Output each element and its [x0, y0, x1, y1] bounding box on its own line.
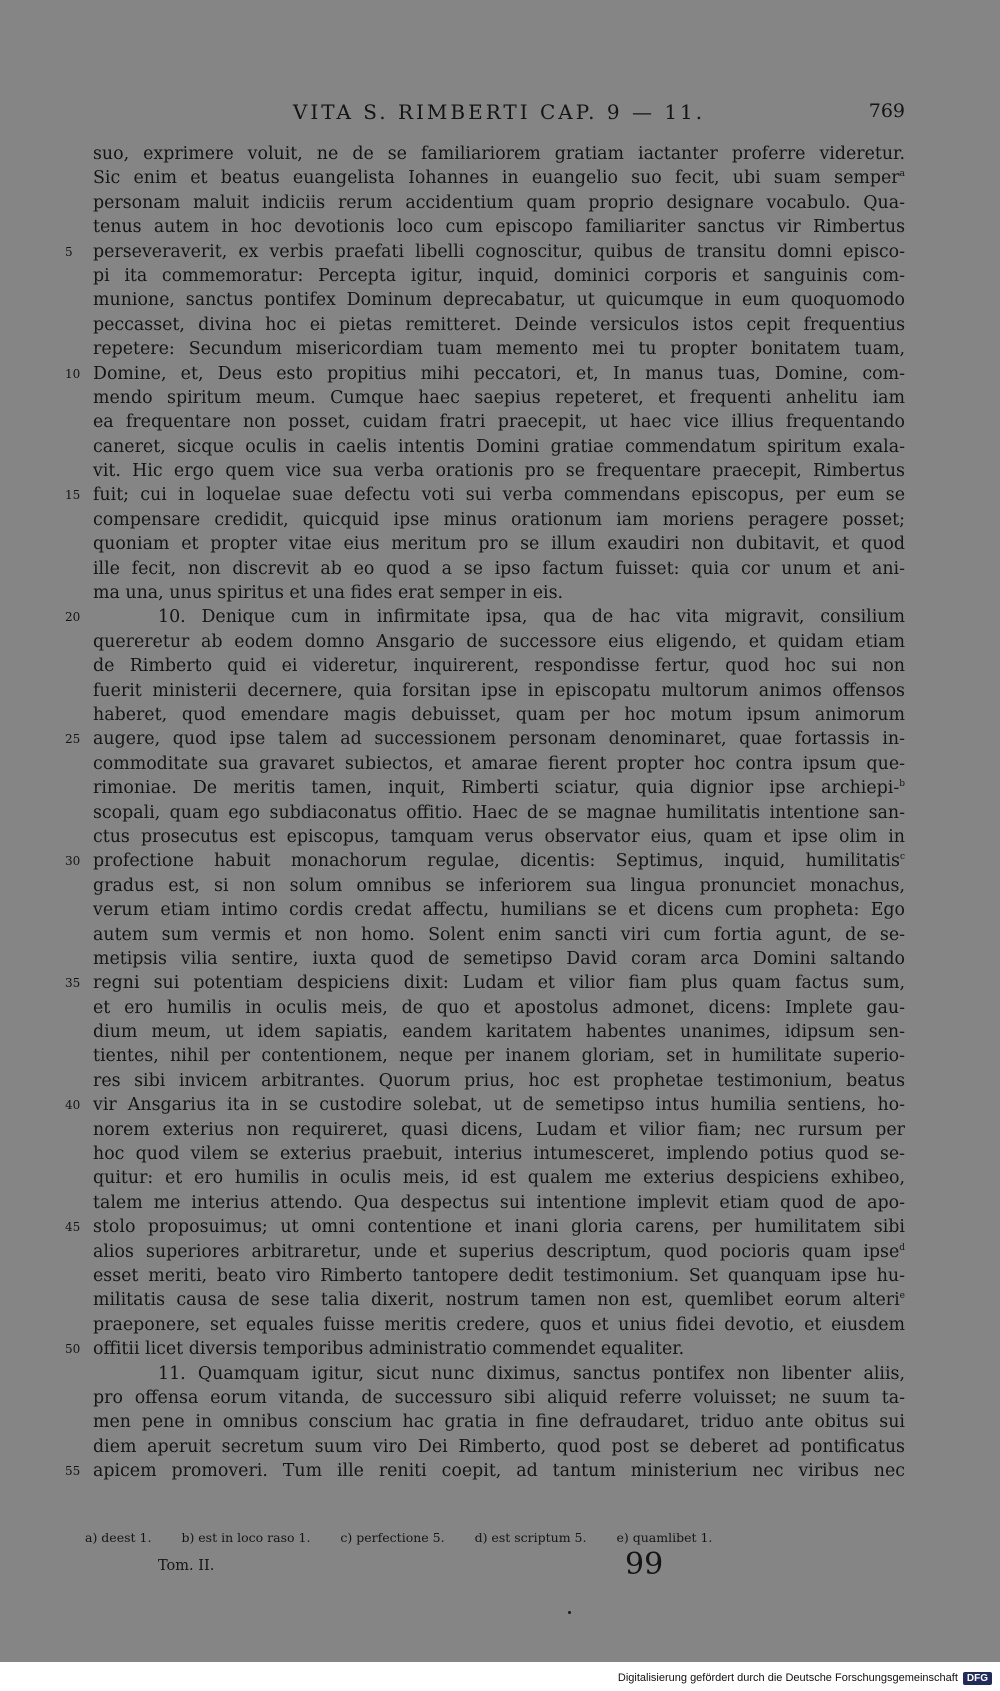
- line-number: 40: [65, 1098, 81, 1113]
- text-line: [93, 386, 905, 410]
- text-line: [93, 703, 905, 727]
- text-line: [93, 1166, 905, 1190]
- line-number: 45: [65, 1220, 81, 1235]
- line-number: 20: [65, 610, 81, 625]
- text-line: [65, 605, 905, 629]
- line-text: metipsis vilia sentire, iuxta quod de semetipso David coram arca Domini saltando: [93, 948, 905, 969]
- text-line: [93, 898, 905, 922]
- text-line: [93, 630, 905, 654]
- line-text: ille fecit, non discrevit ab eo quod a se ipso factum fuisset: quia cor unum et ani-: [93, 558, 905, 579]
- footnote: b) est in loco raso 1.: [181, 1530, 311, 1545]
- text-line: [93, 874, 905, 898]
- text-line: [93, 1313, 905, 1337]
- line-text: dium meum, ut idem sapiatis, eandem karitatem habentes unanimes, idipsum sen-: [93, 1022, 905, 1043]
- line-text: commoditate sua gravaret subiectos, et amarae fierent propter hoc contra ipsum que-: [93, 753, 905, 774]
- line-text: 10. Denique cum in infirmitate ipsa, qua de hac vita migravit, consilium: [158, 607, 905, 628]
- line-text: caneret, sicque oculis in caelis intentis Domini gratiae commendatum spiritum exala-: [93, 436, 905, 457]
- funding-footer: [618, 1670, 992, 1686]
- line-text: quitur: et ero humilis in oculis meis, id est qualem me exterius despiciens exhibeo,: [93, 1168, 905, 1189]
- line-text: pro offensa eorum vitanda, de successuro sibi aliquid referre voluisset; ne suum ta-: [93, 1387, 905, 1408]
- footnote-marker: b: [899, 779, 905, 790]
- text-line: [93, 801, 905, 825]
- line-text: militatis causa de sese talia dixerit, nostrum tamen non est, quemlibet eorum alteri: [93, 1290, 900, 1311]
- line-text: tenus autem in hoc devotionis loco cum episcopo familiariter sanctus vir Rimbertus: [93, 217, 905, 238]
- text-line: [93, 508, 905, 532]
- text-line: [93, 435, 905, 459]
- line-text: 11. Quamquam igitur, sicut nunc diximus, sanctus pontifex non libenter aliis,: [158, 1363, 905, 1384]
- line-text: haberet, quod emendare magis debuisset, quam per hoc motum ipsum animorum: [93, 704, 905, 725]
- text-line: [93, 264, 905, 288]
- line-text: quereretur ab eodem domno Ansgario de successore eius eligendo, et quidam etiam: [93, 631, 905, 652]
- line-text: vit. Hic ergo quem vice sua verba orationis pro se frequentare praecepit, Rimbertus: [93, 461, 905, 482]
- footnote-marker: e: [899, 1291, 905, 1302]
- text-line: [93, 459, 905, 483]
- line-text: men pene in omnibus conscium hac gratia in fine defraudaret, triduo ante obitus sui: [93, 1412, 905, 1433]
- footnote: a) deest 1.: [85, 1530, 152, 1545]
- line-text: Domine, et, Deus esto propitius mihi peccatori, et, In manus tuas, Domine, com-: [93, 363, 905, 384]
- text-line: [93, 752, 905, 776]
- line-text: scopali, quam ego subdiaconatus offitio. Haec de se magnae humilitatis intentione san-: [93, 802, 905, 823]
- text-line: [65, 727, 905, 751]
- dfg-logo-icon: DFG: [963, 1672, 992, 1685]
- line-text: ctus prosecutus est episcopus, tamquam verus observator eius, quam et ipse olim in: [93, 826, 905, 847]
- line-number: 55: [65, 1464, 81, 1479]
- line-text: offitii licet diversis temporibus administratio commendet equaliter.: [93, 1339, 685, 1360]
- line-text: diem aperuit secretum suum viro Dei Rimberto, quod post se deberet ad pontificatus: [93, 1436, 905, 1457]
- text-line: [93, 288, 905, 312]
- tome-label: Tom. II.: [158, 1558, 215, 1574]
- line-text: pi ita commemoratur: Percepta igitur, inquid, dominici corporis et sanguinis com-: [93, 265, 905, 286]
- text-line: [93, 923, 905, 947]
- text-line: [93, 1288, 905, 1312]
- text-line: [65, 362, 905, 386]
- text-line: [93, 679, 905, 703]
- footnote: d) est scriptum 5.: [474, 1530, 587, 1545]
- funding-text: Digitalisierung gefördert durch die Deutsche Forschungsgemeinschaft: [617, 1672, 958, 1684]
- line-text: gradus est, si non solum omnibus se inferiorem sua lingua pronunciet monachus,: [93, 875, 905, 896]
- text-line: [93, 1044, 905, 1068]
- text-line: [93, 1386, 905, 1410]
- line-text: compensare credidit, quicquid ipse minus orationum iam moriens peragere posset;: [93, 509, 905, 530]
- line-text: peccasset, divina hoc ei pietas remitteret. Deinde versiculos istos cepit frequentius: [93, 314, 905, 335]
- line-text: vir Ansgarius ita in se custodire solebat, ut de semetipso intus humilia sentiens, ho-: [93, 1095, 905, 1116]
- text-line: [93, 581, 905, 605]
- text-line: [93, 532, 905, 556]
- footnote-marker: d: [899, 1242, 905, 1253]
- running-header: [93, 100, 905, 130]
- line-text: hoc quod vilem se exterius praebuit, interius intumesceret, implendo potius quod se-: [93, 1144, 905, 1165]
- page-number: 769: [868, 100, 905, 122]
- line-number: 35: [65, 976, 81, 991]
- line-text: et ero humilis in oculis meis, de quo et apostolus admonet, dicens: Implete gau-: [93, 997, 905, 1018]
- line-number: 5: [65, 244, 73, 259]
- text-line: [93, 166, 905, 190]
- line-number: 50: [65, 1342, 81, 1357]
- text-line: [93, 654, 905, 678]
- footnote: c) perfectione 5.: [340, 1530, 445, 1545]
- main-text: [65, 142, 905, 1483]
- text-line: [93, 1264, 905, 1288]
- text-line: [65, 1093, 905, 1117]
- line-text: rimoniae. De meritis tamen, inquit, Rimberti sciatur, quia dignior ipse archiepi-: [93, 778, 900, 799]
- line-text: talem me interius attendo. Qua despectus sui intentione implevit etiam quod de apo-: [93, 1192, 905, 1213]
- line-text: verum etiam intimo cordis credat affectu, humilians se et dicens cum propheta: Ego: [93, 900, 905, 921]
- line-text: tientes, nihil per contentionem, neque per inanem gloriam, set in humilitate superio-: [93, 1046, 905, 1067]
- line-text: esset meriti, beato viro Rimberto tantopere dedit testimonium. Set quanquam ipse hu-: [93, 1265, 905, 1286]
- scan-speck: [568, 1611, 571, 1614]
- line-text: mendo spiritum meum. Cumque haec saepius repeteret, et frequenti anhelitu iam: [93, 387, 905, 408]
- text-line: [93, 1142, 905, 1166]
- line-text: augere, quod ipse talem ad successionem personam denominaret, quae fortassis in-: [93, 729, 905, 750]
- text-line: [65, 240, 905, 264]
- line-number: 25: [65, 732, 81, 747]
- line-text: personam maluit indiciis rerum accidentium quam proprio designare vocabulo. Qua-: [93, 192, 905, 213]
- text-line: [93, 142, 905, 166]
- line-text: res sibi invicem arbitrantes. Quorum prius, hoc est prophetae testimonium, beatus: [93, 1070, 905, 1091]
- text-line: [93, 1362, 905, 1386]
- text-line: [65, 849, 905, 873]
- text-line: [93, 215, 905, 239]
- text-line: [65, 1337, 905, 1361]
- line-text: profectione habuit monachorum regulae, dicentis: Septimus, inquid, humilitatis: [93, 851, 900, 872]
- running-title: VITA S. RIMBERTI CAP. 9 — 11.: [292, 100, 706, 124]
- text-line: [93, 191, 905, 215]
- line-text: ma una, unus spiritus et una fides erat semper in eis.: [93, 583, 564, 604]
- line-text: Sic enim et beatus euangelista Iohannes in euangelio suo fecit, ubi suam semper: [93, 168, 900, 189]
- line-number: 15: [65, 488, 81, 503]
- text-line: [93, 1020, 905, 1044]
- text-line: [93, 1191, 905, 1215]
- line-text: fuit; cui in loquelae suae defectu voti sui verba commendans episcopus, per eum se: [93, 485, 905, 506]
- text-line: [93, 996, 905, 1020]
- text-line: [65, 1459, 905, 1483]
- footnote: e) quamlibet 1.: [616, 1530, 713, 1545]
- text-line: [93, 776, 905, 800]
- footnotes: [85, 1530, 905, 1545]
- text-line: [65, 971, 905, 995]
- line-text: stolo proposuimus; ut omni contentione et inani gloria carens, per humilitatem sibi: [93, 1217, 905, 1238]
- line-text: quoniam et propter vitae eius meritum pro se illum exaudiri non dubitavit, et quod: [93, 534, 905, 555]
- signature-mark: 99: [625, 1547, 664, 1582]
- line-text: norem exterius non requireret, quasi dicens, Ludam et vilior fiam; nec rursum per: [93, 1119, 905, 1140]
- text-line: [93, 410, 905, 434]
- text-line: [65, 483, 905, 507]
- text-line: [93, 1410, 905, 1434]
- line-text: fuerit ministerii decernere, quia forsitan ipse in episcopatu multorum animos offensos: [93, 680, 905, 701]
- line-number: 30: [65, 854, 81, 869]
- text-line: [93, 1435, 905, 1459]
- text-line: [65, 1215, 905, 1239]
- line-text: de Rimberto quid ei videretur, inquirerent, respondisse fertur, quod hoc sui non: [93, 656, 905, 677]
- line-text: autem sum vermis et non homo. Solent enim sancti viri cum fortia agunt, de se-: [93, 924, 905, 945]
- footnote-marker: a: [899, 169, 905, 180]
- line-text: suo, exprimere voluit, ne de se familiariorem gratiam iactanter proferre videretur.: [93, 144, 905, 164]
- line-text: ea frequentare non posset, cuidam fratri praecepit, ut haec vice illius frequentando: [93, 412, 905, 433]
- line-text: apicem promoveri. Tum ille reniti coepit, ad tantum ministerium nec viribus nec: [93, 1461, 905, 1482]
- line-number: 10: [65, 366, 81, 381]
- text-line: [93, 825, 905, 849]
- text-line: [93, 337, 905, 361]
- line-text: alios superiores arbitraretur, unde et superius descriptum, quod pocioris quam ipse: [93, 1241, 900, 1262]
- text-line: [93, 557, 905, 581]
- text-line: [93, 947, 905, 971]
- line-text: repetere: Secundum misericordiam tuam memento mei tu propter bonitatem tuam,: [93, 339, 905, 360]
- text-line: [93, 313, 905, 337]
- footnote-marker: c: [899, 852, 905, 863]
- text-line: [93, 1118, 905, 1142]
- line-text: perseveraverit, ex verbis praefati libelli cognoscitur, quibus de transitu domni episco-: [93, 241, 905, 262]
- line-text: praeponere, set equales fuisse meritis credere, quos et unius fidei devotio, et eiusdem: [93, 1314, 905, 1335]
- text-line: [93, 1069, 905, 1093]
- text-line: [93, 1240, 905, 1264]
- line-text: munione, sanctus pontifex Dominum deprecabatur, ut quicumque in eum quoquomodo: [93, 290, 905, 311]
- line-text: regni sui potentiam despiciens dixit: Ludam et vilior fiam plus quam factus sum,: [93, 973, 905, 994]
